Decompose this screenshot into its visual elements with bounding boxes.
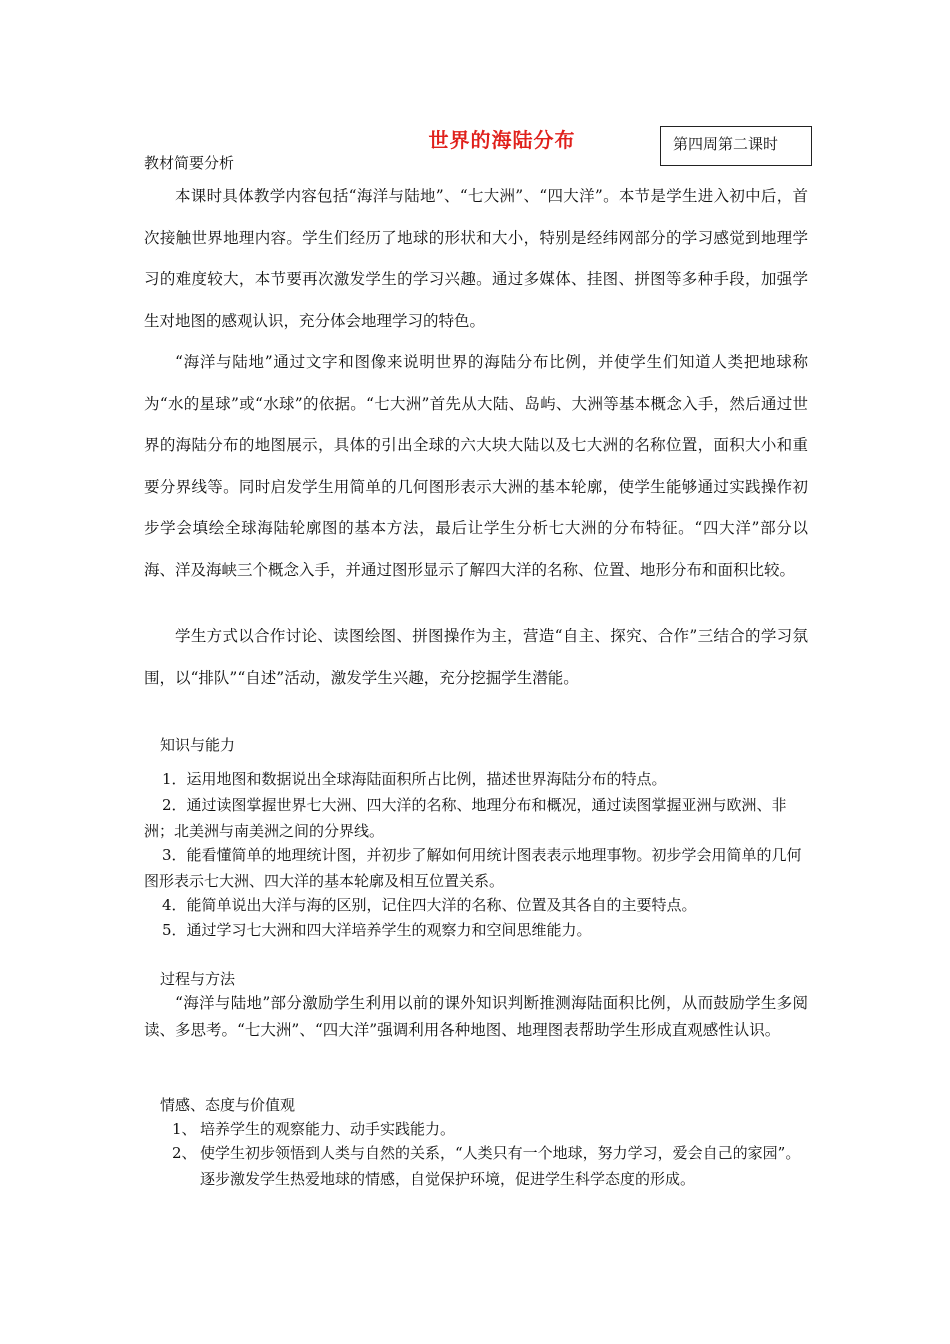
emotion-item-number: 1、 [172,1120,197,1138]
page-title: 世界的海陆分布 [428,128,576,152]
analysis-heading: 教材简要分析 [144,154,235,172]
emotion-item-text: 培养学生的观察能力、动手实践能力。 [200,1120,456,1138]
emotion-item-number: 2、 [172,1144,197,1162]
emotion-item-2 [172,1140,812,1192]
emotion-item-text: 使学生初步领悟到人类与自然的关系，“人类只有一个地球，努力学习，爱会自己的家园”。逐步激发学生热爱地球的情感，自觉保护环境，促进学生科学态度的形成。 [200,1144,801,1188]
knowledge-item-3: 3．能看懂简单的地理统计图，并初步了解如何用统计图表表示地理事物。初步学会用简单的几何图形表示七大洲、四大洋的基本轮廓及相互位置关系。 [144,846,802,890]
knowledge-item-4: 4．能简单说出大洋与海的区别，记住四大洋的名称、位置及其各自的主要特点。 [162,896,697,914]
knowledge-item-2: 2．通过读图掌握世界七大洲、四大洋的名称、地理分布和概况，通过读图掌握亚洲与欧洲、非洲；北美洲与南美洲之间的分界线。 [144,796,787,840]
analysis-paragraph-3: 学生方式以合作讨论、读图绘图、拼图操作为主，营造“自主、探究、合作”三结合的学习氛围，以“排队”“自述”活动，激发学生兴趣，充分挖掘学生潜能。 [144,627,808,687]
week-tag-box: 第四周第二课时 [660,126,812,166]
knowledge-heading: 知识与能力 [160,736,236,754]
knowledge-item-1: 1．运用地图和数据说出全球海陆面积所占比例，描述世界海陆分布的特点。 [162,770,667,788]
analysis-paragraph-2: “海洋与陆地”通过文字和图像来说明世界的海陆分布比例，并使学生们知道人类把地球称为“水的星球”或“水球”的依据。“七大洲”首先从大陆、岛屿、大洲等基本概念入手，然后通过世界的海陆分布的地图展示，具体的引出全球的六大块大陆以及七大洲的名称位置，面积大小和重要分界线等。同时启发学生用简单的几何图形表示大洲的基本轮廓，使学生能够通过实践操作初步学会填绘全球海陆轮廓图的基本方法，最后让学生分析七大洲的分布特征。“四大洋”部分以海、洋及海峡三个概念入手，并通过图形显示了解四大洋的名称、位置、地形分布和面积比较。 [144,353,808,579]
process-heading: 过程与方法 [160,970,236,988]
knowledge-item-5: 5．通过学习七大洲和四大洋培养学生的观察力和空间思维能力。 [162,921,592,939]
emotion-item-1 [172,1116,812,1142]
emotion-heading: 情感、态度与价值观 [160,1096,296,1114]
process-paragraph: “海洋与陆地”部分激励学生利用以前的课外知识判断推测海陆面积比例，从而鼓励学生多阅读、多思考。“七大洲”、“四大洋”强调利用各种地图、地理图表帮助学生形成直观感性认识。 [144,994,808,1039]
analysis-paragraph-1: 本课时具体教学内容包括“海洋与陆地”、“七大洲”、“四大洋”。本节是学生进入初中后，首次接触世界地理内容。学生们经历了地球的形状和大小，特别是经纬网部分的学习感觉到地理学习的难度较大，本节要再次激发学生的学习兴趣。通过多媒体、挂图、拼图等多种手段，加强学生对地图的感观认识，充分体会地理学习的特色。 [144,187,808,330]
